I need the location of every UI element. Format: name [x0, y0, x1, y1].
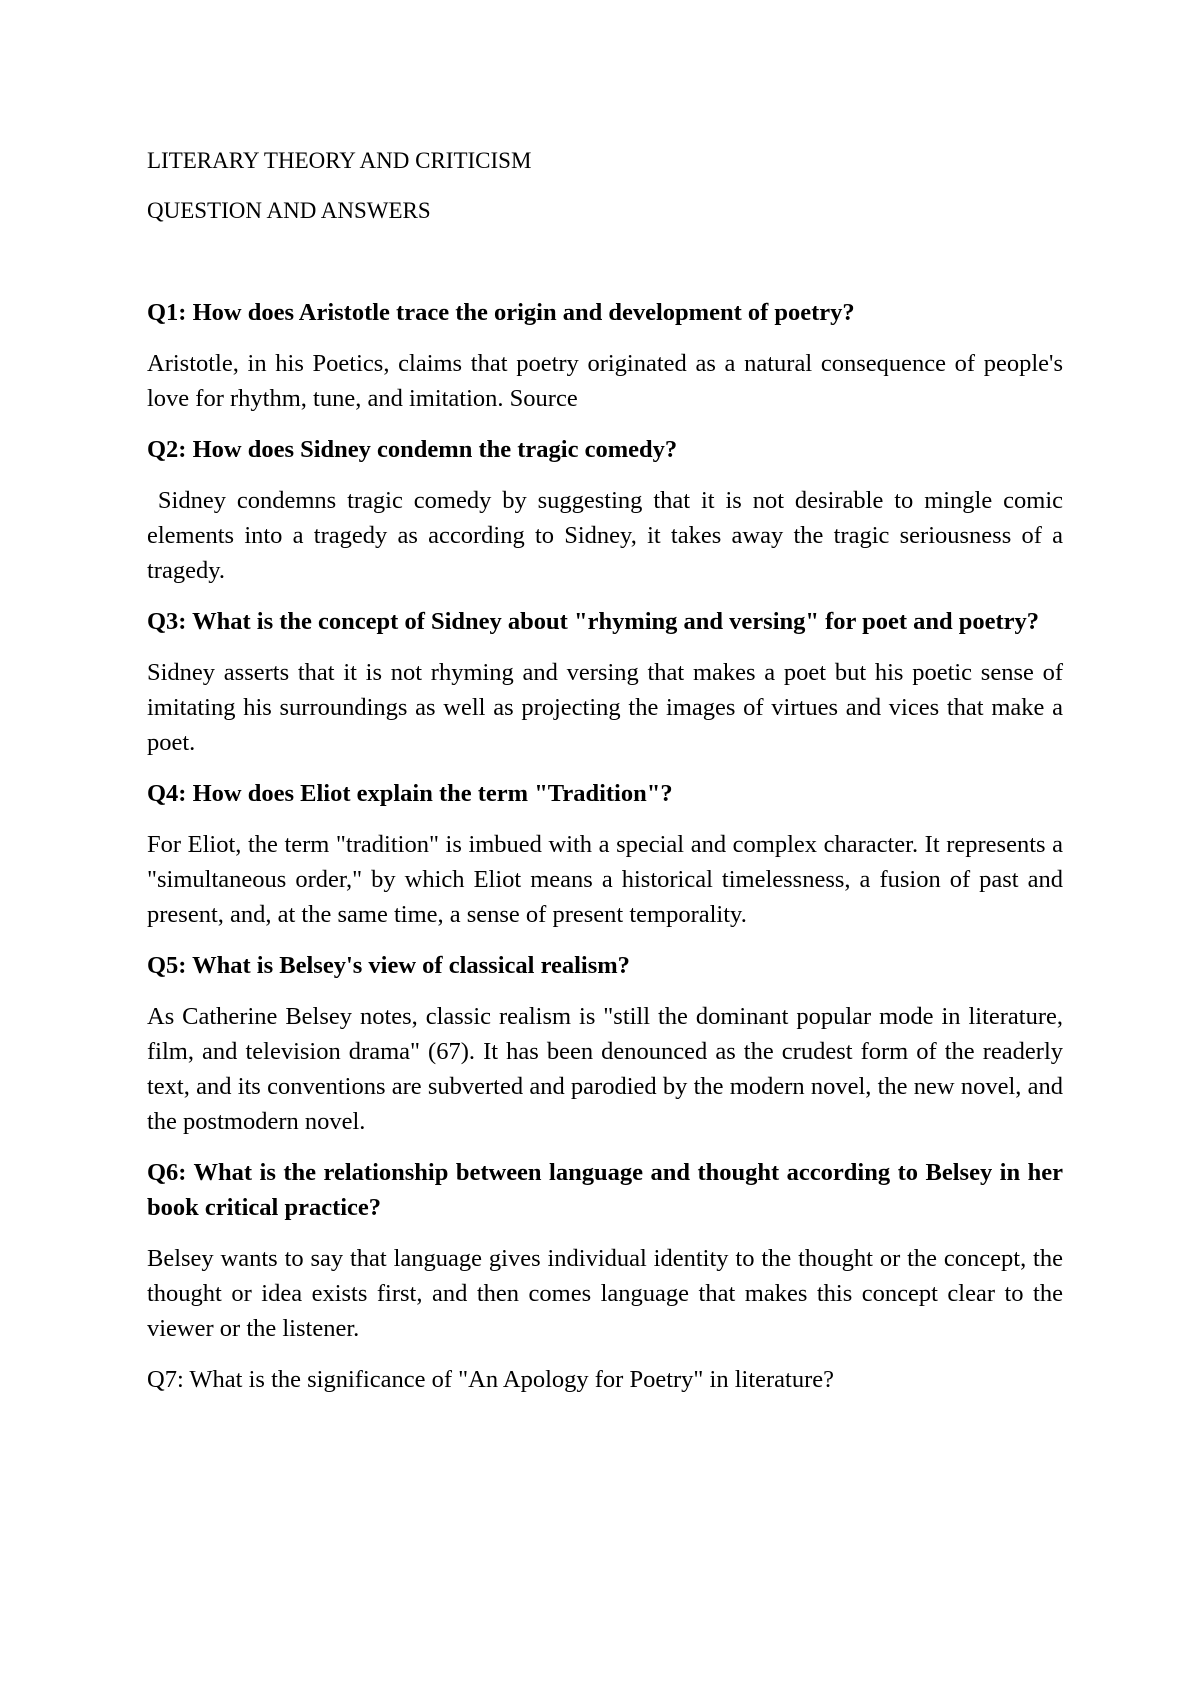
- question-4: Q4: How does Eliot explain the term "Tradition"?: [147, 780, 673, 807]
- answer-5: As Catherine Belsey notes, classic realism is "still the dominant popular mode in literature, film, and television drama" (67). It has been denounced as the crudest form of the readerly text, and its conventions are subverted and parodied by the modern novel, the new novel, and the postmodern novel.: [147, 1003, 1063, 1135]
- document-page: [147, 143, 1070, 1397]
- answer-4: For Eliot, the term "tradition" is imbued with a special and complex character. It represents a "simultaneous order," by which Eliot means a historical timelessness, a fusion of past and present, and, at the same time, a sense of present temporality.: [147, 831, 1063, 928]
- question-6: Q6: What is the relationship between language and thought according to Belsey in her book critical practice?: [147, 1159, 1063, 1221]
- answer-3: Sidney asserts that it is not rhyming and versing that makes a poet but his poetic sense of imitating his surroundings as well as projecting the images of virtues and vices that make a poet.: [147, 659, 1063, 756]
- question-7: Q7: What is the significance of "An Apology for Poetry" in literature?: [147, 1366, 835, 1393]
- document-title: LITERARY THEORY AND CRITICISM: [147, 148, 532, 173]
- question-5: Q5: What is Belsey's view of classical realism?: [147, 952, 630, 979]
- answer-2: Sidney condemns tragic comedy by suggesting that it is not desirable to mingle comic elements into a tragedy as according to Sidney, it takes away the tragic seriousness of a tragedy.: [147, 487, 1070, 584]
- document-subtitle: QUESTION AND ANSWERS: [147, 198, 431, 223]
- answer-1: Aristotle, in his Poetics, claims that poetry originated as a natural consequence of people's love for rhythm, tune, and imitation. Source: [147, 350, 1063, 412]
- question-2: Q2: How does Sidney condemn the tragic comedy?: [147, 436, 678, 463]
- question-3: Q3: What is the concept of Sidney about "rhyming and versing" for poet and poetry?: [147, 608, 1040, 635]
- qa-list: [147, 295, 1070, 1397]
- question-1: Q1: How does Aristotle trace the origin and development of poetry?: [147, 299, 855, 326]
- answer-6: Belsey wants to say that language gives individual identity to the thought or the concept, the thought or idea exists first, and then comes language that makes this concept clear to the viewer or the listener.: [147, 1245, 1063, 1342]
